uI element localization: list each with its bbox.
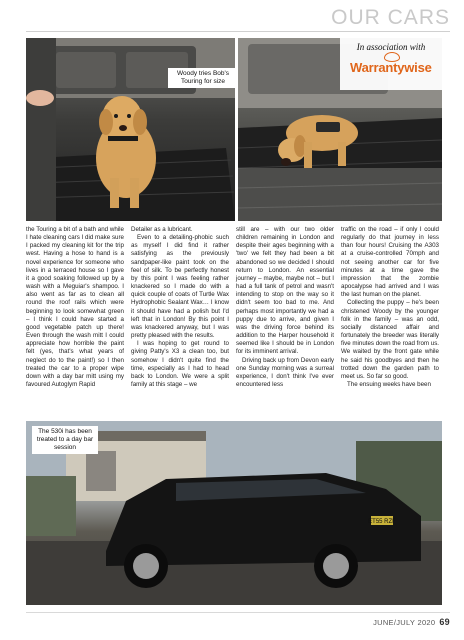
issue-date: JUNE/JULY 2020 [373, 618, 436, 627]
article-paragraph: Driving back up from Devon early one Sunday morning was a surreal experience, I don't think I've ever encountered less [236, 356, 334, 388]
header-divider [26, 31, 450, 32]
caption-woody: Woody tries Bob's Touring for size [168, 68, 238, 88]
article-paragraph: The ensuing weeks have been [347, 380, 431, 388]
caption-530i: The 530i has been treated to a day bar session [32, 426, 98, 454]
article-paragraph: Collecting the puppy – he's been christened Woody by the younger folk in the family – was an odd, socially distanced affair and fortunately the breeder was literally five minutes down the road from us. We waited by the front gate while he said his goodbyes and then he trotted down the garden path to meet us. So far so good. [341, 299, 440, 380]
article-paragraph: the Touring a bit of a bath and while I hate cleaning cars I did make sure I packed my cleaning kit for the trip west. Having a hose to hand is a novel experience for someone who lives in a terraced house so I gave it a good soaking followed up by a wash with a Meguiar's shampoo. I also went as far as to clean all round the roof rails which were beginning to look somewhat green – I think I could have started a good vegetable patch up there! Even through the wash mitt I could appreciate how horrible the paint felt (yes, that's what years of neglect do to the paint!) so I then treated the car to a proper wipe down with a day bar mitt using my favoured Autoglym Rapid [26, 226, 124, 388]
article-paragraph: still are – with our two older children remaining in London and despite their ages beginning with a 'two' we felt they had been a bit abandoned so we decided I should return to London. An essential journey – maybe, maybe not – but I had a full tank of petrol and wasn't intending to stop on the way so it didn't seem too bad to me. And perhaps most importantly we had a puppy due to arrive, and given I was the driving force behind its addition to the Harper household it seemed like I should be in London for its imminent arrival. [236, 226, 334, 356]
page-number: 69 [439, 617, 450, 627]
article-paragraph: Even to a detailing-phobic such as myself I did find it rather satisfying as the previously sandpaper-like paint took on the feel of silk. To be perfectly honest by this point I was feeling rather knackered so I made do with a quick couple of coats of Turtle Wax Hydrophobic Sealant Wax… I know it should have had a polish but I'd left that in London! By this point I was knackered anyway, but I was pretty pleased with the results. [131, 234, 229, 340]
sponsor-association-text: In association with [356, 42, 426, 52]
article-column-1 [26, 226, 124, 417]
article-paragraph: Detailer as a lubricant. [131, 226, 193, 233]
sponsor-brand-name: Warrantywise [350, 60, 432, 75]
article-paragraph: traffic on the road – if only I could regularly do that journey in less than four hours! Cruising the A303 at a cruise-controlled 70mph and not seeing another car for five minutes at a time gave the impression that the zombie apocalypse had arrived and I was the last human on the planet. [341, 226, 439, 299]
page-footer [373, 617, 450, 627]
section-title: OUR CARS [331, 6, 450, 29]
sponsor-panel [340, 38, 442, 90]
number-plate-text: ET55 RZF [368, 519, 396, 525]
article-column-4 [341, 226, 439, 389]
footer-divider [26, 612, 450, 613]
photo-puppy-in-boot [26, 38, 235, 221]
article-paragraph: I was hoping to get round to giving Patty's X3 a clean too, but somehow I didn't quite find the time, especially as I had to head back to London. We were a split family at this stage – we [131, 340, 229, 388]
article-column-3 [236, 226, 334, 389]
sponsor-logo [346, 56, 438, 86]
article-column-2 [131, 226, 229, 389]
